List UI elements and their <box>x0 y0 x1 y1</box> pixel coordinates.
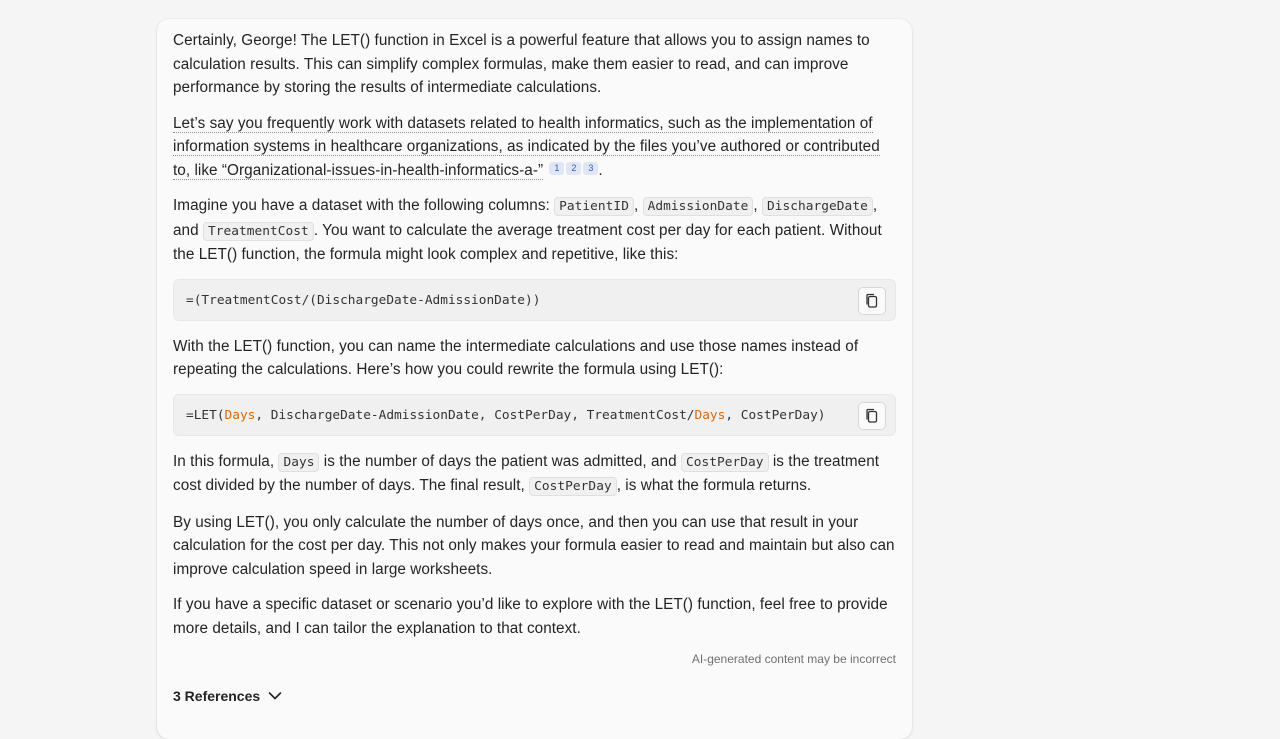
code-block-1-text: =(TreatmentCost/(DischargeDate-AdmissionDate)) <box>186 292 541 308</box>
chevron-down-icon <box>268 691 282 701</box>
code2-keyword: Days <box>224 407 256 423</box>
explain-text: In this formula, <box>173 452 275 470</box>
imagine-sep: , and <box>173 197 878 239</box>
citation-2[interactable]: 2 <box>566 162 581 175</box>
code-costperday: CostPerDay <box>681 453 769 472</box>
context-text: Let’s say you frequently work with datasets related to health informatics, such as the implementation of information systems in healthcare organizations, as indicated by the files you’ve authored or contributed to, like “Organizational-issues-in-health-informatics-a-” <box>173 114 880 179</box>
code-costperday: CostPerDay <box>529 477 617 496</box>
code2-part: =LET( <box>186 407 225 423</box>
explain-text: , is what the formula returns. <box>616 477 812 494</box>
closing-paragraph: If you have a specific dataset or scenario you’d like to explore with the LET() function, feel free to provide more details, and I can tailor the explanation to that context. <box>173 596 888 637</box>
code2-keyword: Days <box>694 407 726 423</box>
intro-paragraph: Certainly, George! The LET() function in Excel is a powerful feature that allows you to assign names to calculation results. This can simplify complex formulas, make them easier to read, and can improve performance by storing the results of intermediate calculations. <box>173 32 870 96</box>
imagine-text-b: . You want to calculate the average treatment cost per day for each patient. Without the LET() function, the formula might look complex and repetitive, like this: <box>173 221 882 263</box>
explain-text: is the number of days the patient was admitted, and <box>323 452 677 470</box>
imagine-paragraph <box>173 194 896 267</box>
ai-disclaimer: AI-generated content may be incorrect <box>691 652 896 666</box>
code-treatmentcost: TreatmentCost <box>203 222 314 241</box>
references-label: 3 References <box>173 688 261 704</box>
code-days: Days <box>278 453 319 472</box>
explain-paragraph <box>173 450 896 499</box>
code2-part: , CostPerDay) <box>725 407 826 423</box>
code-patientid: PatientID <box>554 197 634 216</box>
copy-icon <box>864 293 880 309</box>
code-block-2 <box>173 394 896 436</box>
context-end: . <box>598 161 603 179</box>
code-block-1 <box>173 279 896 321</box>
with-let-paragraph: With the LET() function, you can name the intermediate calculations and use those names instead of repeating the calculations. Here’s how you could rewrite the formula using LET(): <box>173 337 859 378</box>
context-paragraph <box>173 112 896 183</box>
code-block-2-text <box>186 395 826 437</box>
copy-code-button[interactable] <box>858 402 886 430</box>
imagine-sep: , <box>633 197 639 214</box>
benefit-paragraph: By using LET(), you only calculate the number of days once, and then you can use that result in your calculation for the cost per day. This not only makes your formula easier to read and maintain but also can improve calculation speed in large worksheets. <box>173 513 895 578</box>
citation-1[interactable]: 1 <box>549 162 564 175</box>
code-dischargedate: DischargeDate <box>762 197 873 216</box>
code2-part: , DischargeDate-AdmissionDate, CostPerDay, TreatmentCost/ <box>255 407 695 423</box>
imagine-text-a: Imagine you have a dataset with the following columns: <box>173 197 550 214</box>
references-toggle[interactable] <box>173 688 282 704</box>
explain-text: is the treatment cost divided by the number of days. The final result, <box>173 452 880 494</box>
copy-code-button[interactable] <box>858 287 886 315</box>
assistant-message-card <box>157 19 912 739</box>
code-admissiondate: AdmissionDate <box>643 197 754 216</box>
imagine-sep: , <box>753 197 758 214</box>
copy-icon <box>864 408 880 424</box>
citation-3[interactable]: 3 <box>583 162 598 175</box>
